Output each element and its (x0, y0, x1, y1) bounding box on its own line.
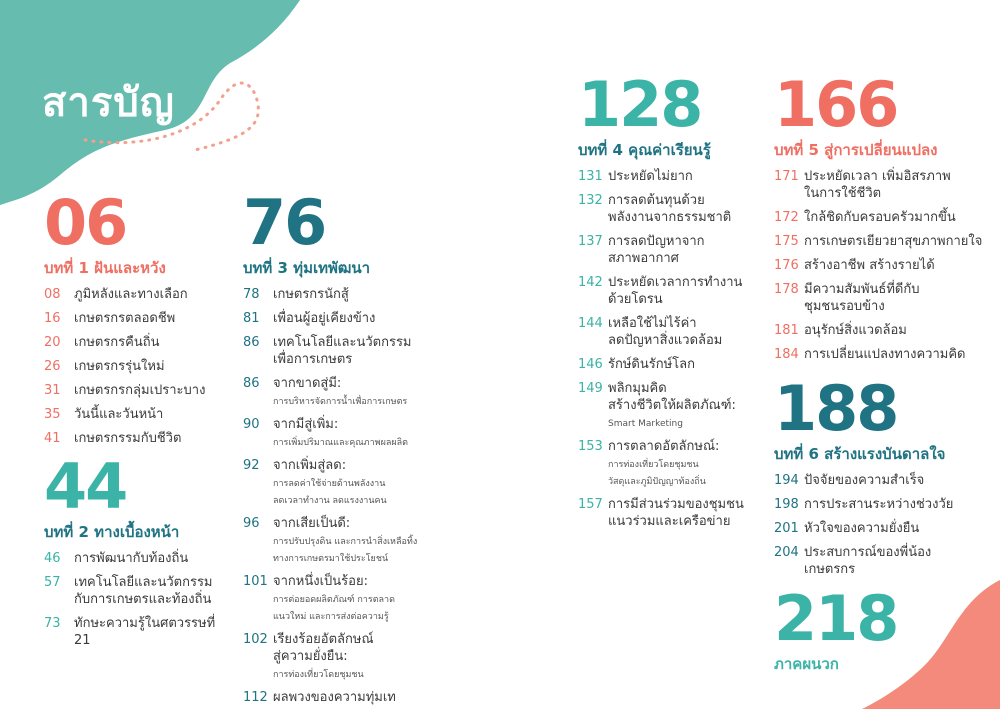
toc-item[interactable]: 201 หัวใจของความยั่งยืน (774, 521, 920, 536)
appendix-title: ภาคผนวก (774, 655, 839, 673)
toc-item[interactable]: 31 เกษตรกรกลุ่มเปราะบาง (44, 383, 206, 398)
toc-item[interactable]: 172 ใกล้ชิดกับครอบครัวมากขึ้น (774, 210, 956, 225)
toc-item[interactable]: 16 เกษตรกรตลอดชีพ (44, 311, 176, 326)
toc-item[interactable]: 132 การลดต้นทุนด้วย พลังงานจากธรรมชาติ (578, 193, 732, 225)
chapter-1-number: 06 (44, 186, 127, 259)
toc-item[interactable]: 171 ประหยัดเวลา เพิ่มอิสรภาพ ในการใช้ชีวิต (774, 169, 951, 201)
toc-item[interactable]: 204 ประสบการณ์ของพี่น้อง เกษตรกร (774, 545, 932, 577)
chapter-5 (774, 68, 984, 370)
toc-item[interactable]: 153 การตลาดอัตลักษณ์: การท่องเที่ยวโดยชุมชน วัสดุและภูมิปัญญาท้องถิ่น (578, 439, 720, 487)
toc-item[interactable]: 86 เทคโนโลยีและนวัตกรรม เพื่อการเกษตร (243, 335, 412, 367)
chapter-3-title: บทที่ 3 ทุ่มเทพัฒนา (243, 259, 371, 277)
toc-item[interactable]: 102 เรียงร้อยอัตลักษณ์ สู่ความยั่งยืน: การท่องเที่ยวโดยชุมชน (243, 632, 374, 680)
chapter-3-number: 76 (243, 186, 326, 259)
toc-item[interactable]: 90 จากมีสู่เพิ่ม: การเพิ่มปริมาณและคุณภาพผลผลิต (243, 417, 409, 448)
chapter-5-list (774, 168, 984, 363)
toc-item[interactable]: 20 เกษตรกรคืนถิ่น (44, 335, 160, 350)
chapter-1-title: บทที่ 1 ฝันและหวัง (44, 259, 166, 277)
chapter-2-title: บทที่ 2 ทางเบื้องหน้า (44, 523, 180, 541)
toc-item[interactable]: 35 วันนี้และวันหน้า (44, 407, 164, 422)
toc-item[interactable]: 101 จากหนึ่งเป็นร้อย: การต่อยอดผลิตภัณฑ์ การตลาด แนวใหม่ และการส่งต่อความรู้ (243, 574, 395, 622)
toc-item[interactable]: 86 จากขาดสู่มี: การบริหารจัดการน้ำเพื่อการเกษตร (243, 376, 408, 407)
toc-item[interactable]: 112 ผลพวงของความทุ่มเท (243, 690, 396, 705)
toc-item[interactable]: 73 ทักษะความรู้ในศตวรรษที่ 21 (44, 616, 216, 648)
chapter-4-number: 128 (578, 68, 702, 141)
toc-item[interactable]: 149 พลิกมุมคิด สร้างชีวิตให้ผลิตภัณฑ์: Smart Marketing (578, 381, 736, 429)
chapter-5-title: บทที่ 5 สู่การเปลี่ยนแปลง (774, 141, 938, 159)
appendix-number: 218 (774, 582, 898, 655)
chapter-4-list (578, 168, 768, 530)
chapter-6-list (774, 472, 984, 578)
toc-item[interactable]: 194 ปัจจัยของความสำเร็จ (774, 473, 925, 488)
chapter-2-list (44, 550, 234, 649)
chapter-2-number: 44 (44, 450, 127, 523)
toc-item[interactable]: 142 ประหยัดเวลาการทำงาน ด้วยโดรน (578, 275, 743, 307)
toc-item[interactable]: 198 การประสานระหว่างช่วงวัย (774, 497, 954, 512)
chapter-6-number: 188 (774, 372, 898, 445)
toc-item[interactable]: 178 มีความสัมพันธ์ที่ดีกับ ชุมชนรอบข้าง (774, 282, 920, 314)
chapter-1 (44, 186, 234, 454)
toc-item[interactable]: 144 เหลือใช้ไม่ไร้ค่า ลดปัญหาสิ่งแวดล้อม (578, 316, 723, 348)
chapter-6-title: บทที่ 6 สร้างแรงบันดาลใจ (774, 445, 946, 463)
toc-item[interactable]: 131 ประหยัดไม่ยาก (578, 169, 693, 184)
chapter-3-list (243, 286, 443, 706)
chapter-6 (774, 372, 984, 585)
toc-item[interactable]: 176 สร้างอาชีพ สร้างรายได้ (774, 258, 935, 273)
toc-item[interactable]: 92 จากเพิ่มสู่ลด: การลดค่าใช้จ่ายด้านพลังงาน ลดเวลาทำงาน ลดแรงงานคน (243, 458, 387, 506)
chapter-3 (243, 186, 443, 713)
page-title: สารบัญ (42, 80, 175, 126)
toc-item[interactable]: 41 เกษตรกรรมกับชีวิต (44, 431, 182, 446)
chapter-4 (578, 68, 768, 537)
toc-item[interactable]: 46 การพัฒนากับท้องถิ่น (44, 551, 189, 566)
toc-item[interactable]: 146 รักษ์ดินรักษ์โลก (578, 357, 695, 372)
chapter-4-title: บทที่ 4 คุณค่าเรียนรู้ (578, 141, 711, 159)
toc-item[interactable]: 26 เกษตรกรรุ่นใหม่ (44, 359, 165, 374)
toc-item[interactable]: 157 การมีส่วนร่วมของชุมชน แนวร่วมและเครือข่าย (578, 497, 744, 529)
toc-item[interactable]: 08 ภูมิหลังและทางเลือก (44, 287, 188, 302)
toc-item[interactable]: 57 เทคโนโลยีและนวัตกรรม กับการเกษตรและท้องถิ่น (44, 575, 213, 607)
toc-item[interactable]: 78 เกษตรกรนักสู้ (243, 287, 349, 302)
appendix (774, 582, 974, 682)
toc-item[interactable]: 184 การเปลี่ยนแปลงทางความคิด (774, 347, 966, 362)
toc-item[interactable]: 181 อนุรักษ์สิ่งแวดล้อม (774, 323, 907, 338)
toc-item[interactable]: 175 การเกษตรเยียวยาสุขภาพกายใจ (774, 234, 983, 249)
chapter-5-number: 166 (774, 68, 898, 141)
toc-item[interactable]: 81 เพื่อนผู้อยู่เคียงข้าง (243, 311, 376, 326)
chapter-1-list (44, 286, 234, 447)
toc-item[interactable]: 96 จากเสียเป็นดี: การปรับปรุงดิน และการนำสิ่งเหลือทิ้ง ทางการเกษตรมาใช้ประโยชน์ (243, 516, 418, 564)
toc-item[interactable]: 137 การลดปัญหาจาก สภาพอากาศ (578, 234, 705, 266)
chapter-2 (44, 450, 234, 656)
